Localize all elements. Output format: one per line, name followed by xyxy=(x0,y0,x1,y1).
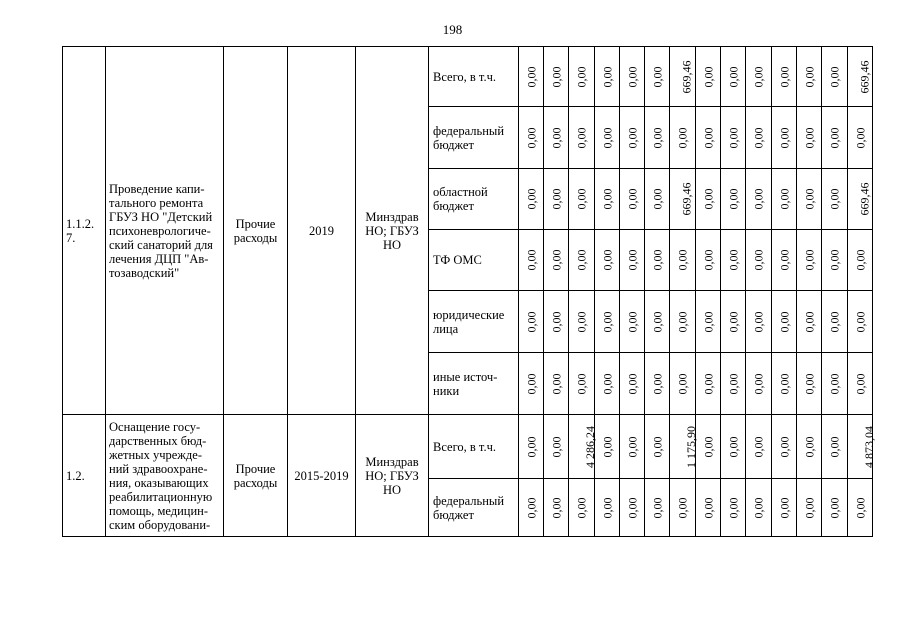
value-text: 0,00 xyxy=(701,373,715,394)
value-cell xyxy=(645,169,670,230)
value-cell xyxy=(595,107,620,169)
value-text: 0,00 xyxy=(802,373,816,394)
value-cell xyxy=(772,479,797,537)
value-cell xyxy=(569,169,595,230)
value-cell xyxy=(569,47,595,107)
value-text: 0,00 xyxy=(802,249,816,271)
value-text: 0,00 xyxy=(600,436,614,457)
value-cell xyxy=(620,353,645,415)
value-cell xyxy=(544,353,569,415)
value-cell xyxy=(772,353,797,415)
value-cell xyxy=(822,107,848,169)
value-text: 0,00 xyxy=(625,127,639,148)
value-text: 0,00 xyxy=(600,66,614,87)
value-text: 0,00 xyxy=(751,497,766,518)
value-cell xyxy=(822,353,848,415)
value-text: 0,00 xyxy=(853,249,867,271)
value-text: 669,46 xyxy=(857,182,872,216)
value-cell xyxy=(519,169,544,230)
value-text: 0,00 xyxy=(524,497,538,518)
value-cell xyxy=(696,353,721,415)
value-text: 0,00 xyxy=(524,311,538,332)
value-text: 0,00 xyxy=(675,497,690,518)
value-cell xyxy=(544,415,569,479)
value-cell xyxy=(544,479,569,537)
value-cell xyxy=(721,169,746,230)
value-text: 0,00 xyxy=(751,127,766,148)
value-text: 0,00 xyxy=(650,373,664,394)
value-text: 0,00 xyxy=(650,188,664,210)
value-cell xyxy=(797,353,822,415)
value-cell xyxy=(848,230,873,291)
value-text: 0,00 xyxy=(549,436,563,457)
value-cell xyxy=(645,479,670,537)
value-text: 0,00 xyxy=(853,127,867,148)
value-text: 4 873,04 xyxy=(862,425,876,468)
value-text: 0,00 xyxy=(827,127,842,148)
expense-type: Прочие расходы xyxy=(224,47,288,415)
value-cell xyxy=(620,47,645,107)
value-cell xyxy=(772,415,797,479)
value-text: 0,00 xyxy=(600,127,614,148)
value-text: 0,00 xyxy=(574,373,589,394)
value-cell xyxy=(721,415,746,479)
value-cell xyxy=(620,291,645,353)
value-text: 0,00 xyxy=(853,497,867,518)
value-text: 0,00 xyxy=(853,311,867,332)
value-cell xyxy=(620,230,645,291)
value-cell xyxy=(746,353,772,415)
value-text: 0,00 xyxy=(574,127,589,148)
value-text: 0,00 xyxy=(802,66,816,87)
value-cell xyxy=(797,47,822,107)
value-text: 0,00 xyxy=(650,436,664,457)
value-cell xyxy=(848,47,873,107)
value-text: 0,00 xyxy=(827,436,842,457)
value-cell xyxy=(822,230,848,291)
value-text: 0,00 xyxy=(625,497,639,518)
value-text: 0,00 xyxy=(802,127,816,148)
value-cell xyxy=(772,291,797,353)
funding-source: ТФ ОМС xyxy=(429,230,519,291)
value-cell xyxy=(670,353,696,415)
value-text: 0,00 xyxy=(827,373,842,394)
value-cell xyxy=(848,169,873,230)
value-cell xyxy=(772,47,797,107)
value-text: 0,00 xyxy=(650,249,664,271)
value-cell xyxy=(746,169,772,230)
value-text: 0,00 xyxy=(726,127,740,148)
value-cell xyxy=(519,353,544,415)
value-text: 0,00 xyxy=(549,249,563,271)
value-cell xyxy=(696,230,721,291)
value-text: 0,00 xyxy=(600,497,614,518)
value-text: 0,00 xyxy=(549,188,563,210)
funding-source: юридические лица xyxy=(429,291,519,353)
value-text: 0,00 xyxy=(827,311,842,332)
value-text: 0,00 xyxy=(726,497,740,518)
value-text: 0,00 xyxy=(600,311,614,332)
period: 2019 xyxy=(288,47,356,415)
value-cell xyxy=(569,291,595,353)
value-text: 0,00 xyxy=(751,66,766,87)
value-cell xyxy=(519,291,544,353)
value-cell xyxy=(696,169,721,230)
value-cell xyxy=(822,169,848,230)
value-text: 0,00 xyxy=(625,66,639,87)
value-cell xyxy=(595,479,620,537)
value-cell xyxy=(670,230,696,291)
value-text: 0,00 xyxy=(600,188,614,210)
value-text: 0,00 xyxy=(549,66,563,87)
value-text: 0,00 xyxy=(574,311,589,332)
value-text: 0,00 xyxy=(777,436,791,457)
value-text: 0,00 xyxy=(751,436,766,457)
value-cell xyxy=(848,107,873,169)
value-cell xyxy=(772,230,797,291)
value-text: 0,00 xyxy=(726,436,740,457)
value-cell xyxy=(569,353,595,415)
value-text: 0,00 xyxy=(726,188,740,210)
value-text: 0,00 xyxy=(549,127,563,148)
row-number: 1.2. xyxy=(63,415,106,537)
value-cell xyxy=(721,291,746,353)
value-text: 0,00 xyxy=(827,249,842,271)
value-cell xyxy=(620,479,645,537)
value-cell xyxy=(670,479,696,537)
value-cell xyxy=(696,415,721,479)
expense-type: Прочие расходы xyxy=(224,415,288,537)
table-row xyxy=(63,415,873,479)
funding-source: Всего, в т.ч. xyxy=(429,47,519,107)
value-text: 0,00 xyxy=(827,497,842,518)
value-text: 0,00 xyxy=(524,249,538,271)
value-cell xyxy=(746,291,772,353)
value-text: 0,00 xyxy=(524,436,538,457)
value-text: 0,00 xyxy=(625,188,639,210)
value-cell xyxy=(519,107,544,169)
period: 2015-2019 xyxy=(288,415,356,537)
value-text: 0,00 xyxy=(751,311,766,332)
value-cell xyxy=(848,415,876,479)
value-text: 0,00 xyxy=(701,497,715,518)
value-cell xyxy=(746,230,772,291)
value-cell xyxy=(797,415,822,479)
value-cell xyxy=(696,291,721,353)
value-text: 0,00 xyxy=(726,311,740,332)
value-text: 0,00 xyxy=(777,373,791,394)
value-cell xyxy=(772,107,797,169)
value-cell xyxy=(848,479,873,537)
value-text: 0,00 xyxy=(802,188,816,210)
value-cell xyxy=(721,47,746,107)
value-text: 0,00 xyxy=(549,497,563,518)
value-cell xyxy=(772,169,797,230)
value-cell xyxy=(595,291,620,353)
value-cell xyxy=(620,107,645,169)
measure-name: Оснащение госу- дарственных бюд- жетных учрежде- ний здравоохране- ния, оказывающих реабилитационную помощь, медицин- ским оборудовани- xyxy=(106,415,224,537)
value-cell xyxy=(797,479,822,537)
value-cell xyxy=(569,107,595,169)
value-text: 0,00 xyxy=(701,249,715,271)
value-text: 0,00 xyxy=(675,127,690,148)
value-cell xyxy=(620,169,645,230)
value-text: 0,00 xyxy=(853,373,867,394)
value-cell xyxy=(544,291,569,353)
value-text: 0,00 xyxy=(524,188,538,210)
value-cell xyxy=(595,353,620,415)
value-cell xyxy=(696,479,721,537)
value-cell xyxy=(645,415,670,479)
value-text: 0,00 xyxy=(751,249,766,271)
value-cell xyxy=(595,169,620,230)
value-cell xyxy=(797,230,822,291)
value-text: 0,00 xyxy=(777,311,791,332)
value-cell xyxy=(544,47,569,107)
value-cell xyxy=(696,107,721,169)
executor: Минздрав НО; ГБУЗ НО xyxy=(356,47,429,415)
value-text: 0,00 xyxy=(777,66,791,87)
value-text: 0,00 xyxy=(574,249,589,271)
value-cell xyxy=(595,230,620,291)
value-text: 0,00 xyxy=(777,497,791,518)
value-text: 0,00 xyxy=(625,311,639,332)
budget-table xyxy=(62,46,876,537)
value-text: 0,00 xyxy=(701,436,715,457)
value-cell xyxy=(645,230,670,291)
value-text: 0,00 xyxy=(650,497,664,518)
value-cell xyxy=(670,415,696,479)
value-text: 0,00 xyxy=(701,66,715,87)
value-text: 0,00 xyxy=(726,249,740,271)
value-cell xyxy=(544,107,569,169)
value-cell xyxy=(569,230,595,291)
value-cell xyxy=(645,47,670,107)
value-cell xyxy=(721,107,746,169)
value-cell xyxy=(797,169,822,230)
value-text: 0,00 xyxy=(549,373,563,394)
value-text: 1 175,90 xyxy=(684,425,698,468)
funding-source: Всего, в т.ч. xyxy=(429,415,519,479)
value-text: 4 286,24 xyxy=(583,425,597,468)
value-text: 669,46 xyxy=(679,60,694,93)
value-text: 0,00 xyxy=(802,311,816,332)
value-text: 0,00 xyxy=(751,188,766,210)
value-cell xyxy=(645,353,670,415)
value-cell xyxy=(670,107,696,169)
value-text: 0,00 xyxy=(751,373,766,394)
value-text: 0,00 xyxy=(777,127,791,148)
value-text: 0,00 xyxy=(650,311,664,332)
value-text: 0,00 xyxy=(777,249,791,271)
funding-source: иные источ- ники xyxy=(429,353,519,415)
value-text: 0,00 xyxy=(701,188,715,210)
value-cell xyxy=(721,479,746,537)
value-cell xyxy=(620,415,645,479)
value-cell xyxy=(822,415,848,479)
value-cell xyxy=(519,479,544,537)
value-cell xyxy=(519,415,544,479)
value-cell xyxy=(519,230,544,291)
value-text: 669,46 xyxy=(679,182,694,216)
value-text: 0,00 xyxy=(574,66,589,87)
value-text: 0,00 xyxy=(802,436,816,457)
value-text: 0,00 xyxy=(777,188,791,210)
value-cell xyxy=(746,415,772,479)
value-cell xyxy=(746,47,772,107)
value-text: 0,00 xyxy=(625,436,639,457)
value-text: 0,00 xyxy=(675,373,690,394)
funding-source: областной бюджет xyxy=(429,169,519,230)
value-text: 0,00 xyxy=(524,66,538,87)
value-cell xyxy=(822,47,848,107)
value-text: 0,00 xyxy=(726,66,740,87)
value-text: 0,00 xyxy=(524,373,538,394)
row-number: 1.1.2. 7. xyxy=(63,47,106,415)
value-cell xyxy=(569,415,595,479)
value-cell xyxy=(670,169,696,230)
value-cell xyxy=(670,47,696,107)
value-cell xyxy=(848,353,873,415)
value-text: 0,00 xyxy=(600,249,614,271)
value-cell xyxy=(797,291,822,353)
value-text: 0,00 xyxy=(650,127,664,148)
page-number: 198 xyxy=(442,22,463,37)
value-text: 0,00 xyxy=(524,127,538,148)
funding-source: федеральный бюджет xyxy=(429,107,519,169)
table-row xyxy=(63,47,873,107)
value-text: 0,00 xyxy=(625,373,639,394)
value-text: 0,00 xyxy=(802,497,816,518)
funding-source: федеральный бюджет xyxy=(429,479,519,537)
value-cell xyxy=(721,230,746,291)
value-cell xyxy=(595,47,620,107)
value-cell xyxy=(645,291,670,353)
value-cell xyxy=(848,291,873,353)
measure-name: Проведение капи- тального ремонта ГБУЗ НО "Детский психоневрологиче- ский санаторий для лечения ДЦП "Ав- тозаводский" xyxy=(106,47,224,415)
value-text: 0,00 xyxy=(726,373,740,394)
value-text: 0,00 xyxy=(549,311,563,332)
value-cell xyxy=(519,47,544,107)
value-text: 0,00 xyxy=(600,373,614,394)
value-text: 669,46 xyxy=(857,60,872,93)
value-cell xyxy=(746,479,772,537)
value-cell xyxy=(544,230,569,291)
value-cell xyxy=(822,479,848,537)
value-cell xyxy=(797,107,822,169)
value-text: 0,00 xyxy=(675,249,690,271)
value-text: 0,00 xyxy=(625,249,639,271)
value-cell xyxy=(721,353,746,415)
value-cell xyxy=(746,107,772,169)
value-cell xyxy=(645,107,670,169)
value-cell xyxy=(544,169,569,230)
value-cell xyxy=(595,415,620,479)
executor: Минздрав НО; ГБУЗ НО xyxy=(356,415,429,537)
value-text: 0,00 xyxy=(650,66,664,87)
value-text: 0,00 xyxy=(827,188,842,210)
value-text: 0,00 xyxy=(827,66,842,87)
value-cell xyxy=(696,47,721,107)
value-text: 0,00 xyxy=(574,497,589,518)
value-text: 0,00 xyxy=(701,127,715,148)
value-text: 0,00 xyxy=(675,311,690,332)
value-cell xyxy=(822,291,848,353)
value-text: 0,00 xyxy=(574,188,589,210)
value-text: 0,00 xyxy=(701,311,715,332)
value-cell xyxy=(670,291,696,353)
value-cell xyxy=(569,479,595,537)
